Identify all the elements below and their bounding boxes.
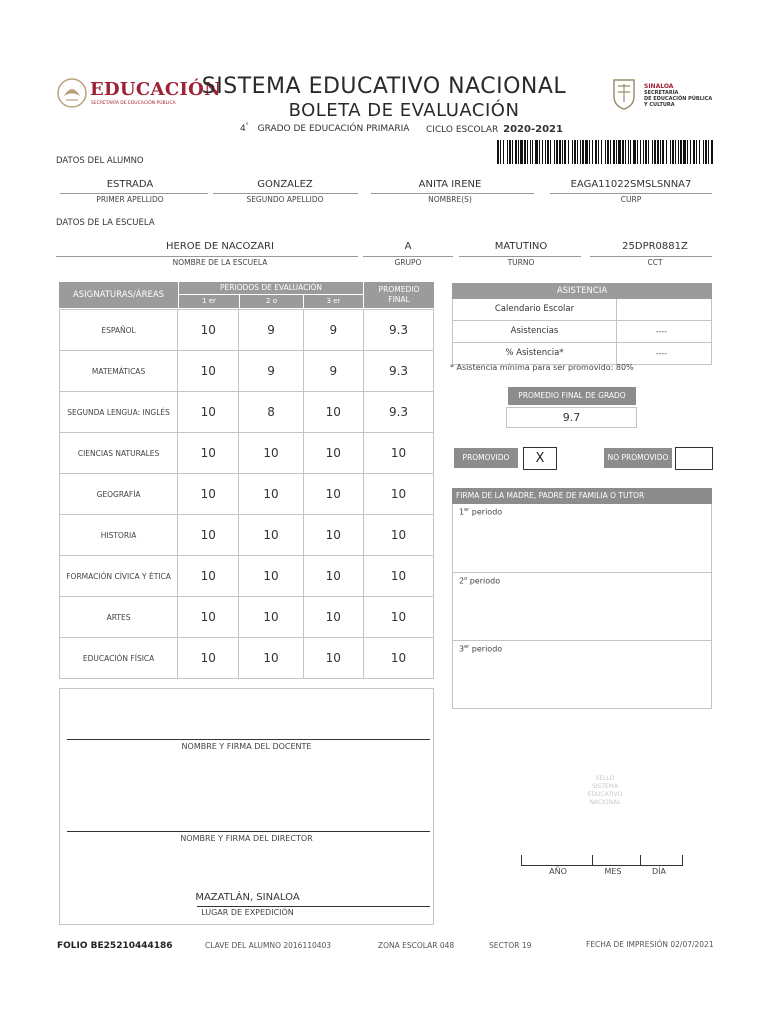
attendance-row-calendar <box>452 299 712 321</box>
period-2-grade: 10 <box>239 474 303 515</box>
names-value: ANITA IRENE <box>418 179 482 190</box>
issue-place-line <box>197 906 430 907</box>
school-zone: ZONA ESCOLAR 048 <box>378 941 455 950</box>
period-3-header <box>304 295 363 308</box>
curp-value: EAGA11022SMSLSNNA7 <box>570 179 692 190</box>
calendar-value <box>617 299 711 320</box>
period-2-sup: o <box>464 576 468 582</box>
student-line-3 <box>371 193 534 194</box>
attendance-title-label: ASISTENCIA <box>556 286 608 296</box>
grade-text: GRADO DE EDUCACIÓN PRIMARIA <box>257 124 410 134</box>
period-3-word: periodo <box>471 644 503 654</box>
names-label: NOMBRE(S) <box>428 195 472 204</box>
period-2-grade: 10 <box>239 638 303 679</box>
period-1-label: 1 er <box>202 297 216 305</box>
logo-text: EDUCACIÓN <box>90 79 221 100</box>
calendar-label: Calendario Escolar <box>453 299 617 320</box>
issue-place-label: LUGAR DE EXPEDICIÓN <box>201 908 294 917</box>
date-fields <box>521 854 683 882</box>
grades-table-header <box>59 282 434 309</box>
not-promoted-checkbox[interactable] <box>675 447 713 470</box>
first-surname-value: ESTRADA <box>106 179 154 190</box>
promoted-label <box>454 448 518 468</box>
student-section-title: DATOS DEL ALUMNO <box>56 156 144 166</box>
period-1-grade: 10 <box>178 597 239 638</box>
period-1-caption <box>459 507 502 517</box>
date-baseline <box>521 865 683 866</box>
grade-degree-mark: ° <box>245 122 249 129</box>
school-name-value: HEROE DE NACOZARI <box>166 241 274 252</box>
cycle-value: 2020-2021 <box>503 124 563 135</box>
period-1-grade: 10 <box>178 310 239 351</box>
subject-cell: FORMACIÓN CÍVICA Y ÉTICA <box>60 556 178 597</box>
period-1-grade: 10 <box>178 556 239 597</box>
period-2-grade: 10 <box>239 433 303 474</box>
period-3-grade: 10 <box>303 515 363 556</box>
subjects-header <box>59 282 178 308</box>
official-seal-placeholder <box>566 775 644 807</box>
final-header <box>364 282 434 308</box>
period-3-label: 3 er <box>326 297 341 305</box>
official-signatures-box <box>59 688 434 925</box>
school-line-2 <box>363 256 453 257</box>
subject-cell: HISTORIA <box>60 515 178 556</box>
attendance-note: * Asistencia mínima para ser promovido: 80% <box>450 363 634 372</box>
sector: SECTOR 19 <box>489 941 532 950</box>
seal-line-4: NACIONAL <box>589 799 621 806</box>
subject-cell: MATEMÁTICAS <box>60 351 178 392</box>
subject-cell: EDUCACIÓN FÍSICA <box>60 638 178 679</box>
period-3-number: 3 <box>459 644 465 654</box>
period-2-grade: 10 <box>239 597 303 638</box>
promoted-label-text: PROMOVIDO <box>462 453 510 462</box>
group-label: GRUPO <box>394 258 422 267</box>
attendance-count-value: ---- <box>655 327 667 336</box>
period-3-grade: 9 <box>303 310 363 351</box>
curp-label: CURP <box>620 195 642 204</box>
folio: FOLIO BE25210444186 <box>57 941 173 951</box>
issue-place-value: MAZATLÁN, SINALOA <box>195 892 300 903</box>
grade-row <box>60 597 434 638</box>
year-label: AÑO <box>549 867 567 876</box>
parent-signature-period-1[interactable] <box>452 504 712 573</box>
state-shield-icon <box>612 76 636 110</box>
state-logo-line-2: SECRETARÍA <box>644 90 679 96</box>
attendance-row-percent <box>452 343 712 365</box>
cycle-label: CICLO ESCOLAR <box>426 125 499 135</box>
seal-line-3: EDUCATIVO <box>587 791 623 798</box>
director-signature-line[interactable] <box>67 831 430 832</box>
school-line-1 <box>56 256 358 257</box>
group-value: A <box>404 241 412 252</box>
student-line-4 <box>550 193 712 194</box>
final-grade: 9.3 <box>363 392 433 433</box>
period-3-grade: 10 <box>303 474 363 515</box>
subject-cell: GEOGRAFÍA <box>60 474 178 515</box>
barcode <box>497 140 713 164</box>
parent-signature-box <box>452 488 712 709</box>
print-date: FECHA DE IMPRESIÓN 02/07/2021 <box>586 940 714 949</box>
subjects-header-label: ASIGNATURAS/ÁREAS <box>72 290 165 300</box>
period-2-word: periodo <box>469 576 501 586</box>
period-3-caption <box>459 644 502 654</box>
final-average-label <box>508 387 636 405</box>
school-line-3 <box>459 256 581 257</box>
attendance-percent-label: % Asistencia* <box>453 343 617 364</box>
state-logo-line-3: DE EDUCACIÓN PÚBLICA <box>644 96 713 102</box>
not-promoted-label-text: NO PROMOVIDO <box>607 453 669 462</box>
period-1-grade: 10 <box>178 351 239 392</box>
grade-row <box>60 310 434 351</box>
final-average-label-text: PROMEDIO FINAL DE GRADO <box>518 391 626 400</box>
seal-line-2: SISTEMA <box>591 783 619 790</box>
month-label: MES <box>604 867 622 876</box>
promoted-checkbox[interactable]: X <box>523 447 557 470</box>
period-1-sup: er <box>464 507 470 513</box>
period-3-sup: er <box>464 644 470 650</box>
grade-line <box>240 122 409 134</box>
final-grade: 9.3 <box>363 351 433 392</box>
period-2-grade: 9 <box>239 351 303 392</box>
second-surname-label: SEGUNDO APELLIDO <box>246 195 324 204</box>
final-grade: 10 <box>363 597 433 638</box>
sinaloa-logo <box>612 76 732 116</box>
cct-label: CCT <box>647 258 663 267</box>
period-1-grade: 10 <box>178 638 239 679</box>
day-label: DÍA <box>652 867 666 876</box>
period-1-word: periodo <box>471 507 503 517</box>
teacher-signature-label: NOMBRE Y FIRMA DEL DOCENTE <box>181 742 312 751</box>
final-grade: 10 <box>363 433 433 474</box>
cct-value: 25DPR0881Z <box>622 241 688 252</box>
student-line-1 <box>60 193 208 194</box>
grades-rows <box>59 309 434 679</box>
cycle-info <box>426 124 563 135</box>
state-logo-line-1: SINALOA <box>644 83 674 90</box>
period-2-number: 2 <box>459 576 465 586</box>
final-grade: 9.3 <box>363 310 433 351</box>
period-1-grade: 10 <box>178 392 239 433</box>
period-3-grade: 10 <box>303 597 363 638</box>
subject-cell: ARTES <box>60 597 178 638</box>
period-1-grade: 10 <box>178 433 239 474</box>
page-subtitle: BOLETA DE EVALUACIÓN <box>288 100 520 121</box>
period-1-number: 1 <box>459 507 465 517</box>
final-grade: 10 <box>363 474 433 515</box>
final-grade: 10 <box>363 515 433 556</box>
date-tick-2 <box>640 855 641 866</box>
grade-row <box>60 433 434 474</box>
second-surname-value: GONZALEZ <box>257 179 313 190</box>
grades-table <box>59 282 434 679</box>
parent-signature-title <box>452 488 712 504</box>
grade-row <box>60 351 434 392</box>
state-logo-line-4: Y CULTURA <box>644 102 675 108</box>
grade-row <box>60 556 434 597</box>
period-2-header <box>240 295 303 308</box>
date-tick-3 <box>682 855 683 866</box>
page-title: SISTEMA EDUCATIVO NACIONAL <box>201 74 567 99</box>
subject-cell: SEGUNDA LENGUA: INGLÉS <box>60 392 178 433</box>
period-1-grade: 10 <box>178 474 239 515</box>
final-grade: 10 <box>363 556 433 597</box>
student-line-2 <box>213 193 358 194</box>
director-signature-label: NOMBRE Y FIRMA DEL DIRECTOR <box>180 834 313 843</box>
grade-row <box>60 515 434 556</box>
period-2-grade: 10 <box>239 515 303 556</box>
parent-signature-title-text: FIRMA DE LA MADRE, PADRE DE FAMILIA O TUTOR <box>456 491 645 500</box>
final-grade: 10 <box>363 638 433 679</box>
attendance-box <box>452 283 712 365</box>
school-line-4 <box>590 256 712 257</box>
grade-row <box>60 638 434 679</box>
attendance-percent-value: ---- <box>655 349 667 358</box>
date-tick-0 <box>521 855 522 866</box>
subject-cell: CIENCIAS NATURALES <box>60 433 178 474</box>
period-1-header <box>179 295 239 308</box>
period-2-grade: 9 <box>239 310 303 351</box>
attendance-title <box>452 283 712 299</box>
periods-header-label: PERIODOS DE EVALUACIÓN <box>219 283 323 292</box>
seal-line-1: SELLO <box>595 775 615 782</box>
not-promoted-label <box>604 448 672 468</box>
date-tick-1 <box>592 855 593 866</box>
school-name-label: NOMBRE DE LA ESCUELA <box>172 258 268 267</box>
period-1-grade: 10 <box>178 515 239 556</box>
logo-subtext: SECRETARÍA DE EDUCACIÓN PÚBLICA <box>91 101 176 106</box>
final-average-value: 9.7 <box>506 407 637 428</box>
grade-row <box>60 474 434 515</box>
parent-signature-period-3[interactable] <box>452 641 712 709</box>
shift-label: TURNO <box>507 258 535 267</box>
period-3-grade: 10 <box>303 556 363 597</box>
school-section-title: DATOS DE LA ESCUELA <box>56 218 155 228</box>
first-surname-label: PRIMER APELLIDO <box>96 195 164 204</box>
grade-row <box>60 392 434 433</box>
final-header-label: PROMEDIO FINAL <box>378 285 420 304</box>
attendance-count-label: Asistencias <box>453 321 617 342</box>
parent-signature-period-2[interactable] <box>452 573 712 641</box>
period-3-grade: 10 <box>303 433 363 474</box>
shift-value: MATUTINO <box>494 241 548 252</box>
period-2-grade: 8 <box>239 392 303 433</box>
grade-number: 4 <box>240 124 246 134</box>
periods-header <box>179 282 363 294</box>
period-2-caption <box>459 576 500 586</box>
period-3-grade: 10 <box>303 638 363 679</box>
period-2-grade: 10 <box>239 556 303 597</box>
period-3-grade: 9 <box>303 351 363 392</box>
teacher-signature-line[interactable] <box>67 739 430 740</box>
subject-cell: ESPAÑOL <box>60 310 178 351</box>
attendance-row-count <box>452 321 712 343</box>
period-2-label: 2 o <box>266 297 277 305</box>
student-key: CLAVE DEL ALUMNO 2016110403 <box>205 941 332 950</box>
period-3-grade: 10 <box>303 392 363 433</box>
